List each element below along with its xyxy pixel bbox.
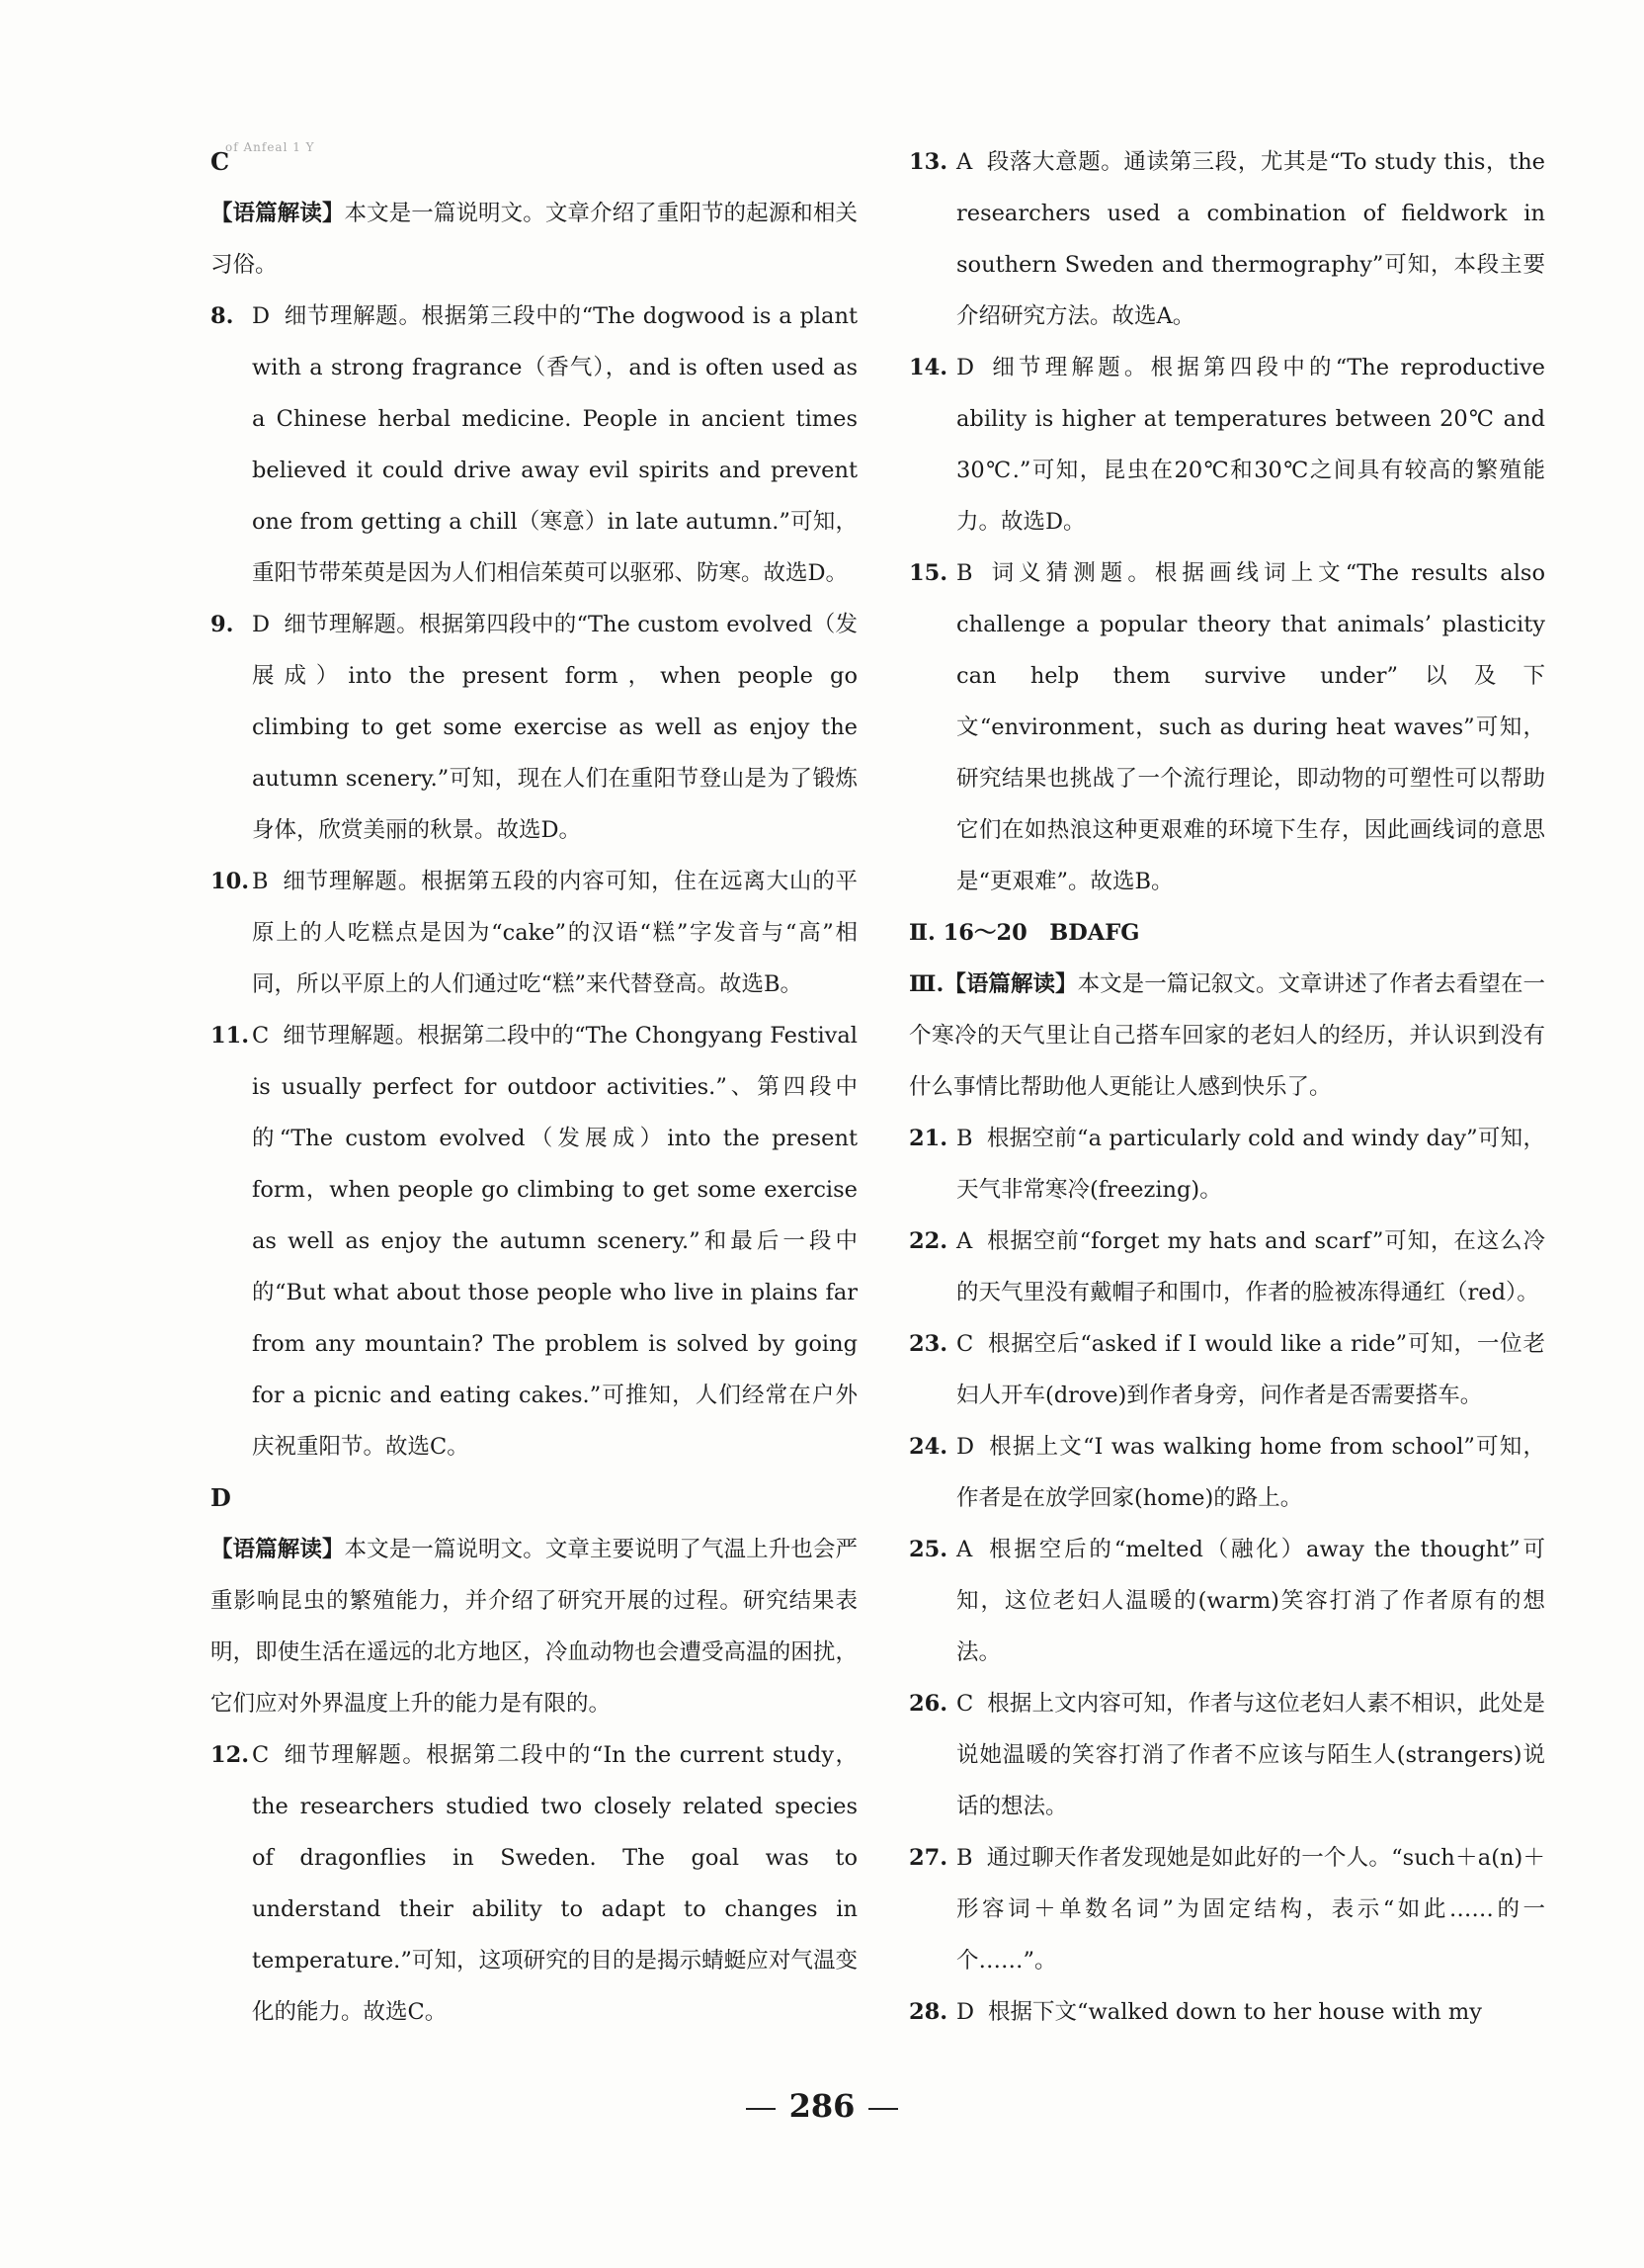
answer-item [909, 136, 1545, 342]
section-ii-answers: Ⅱ. 16～20 BDAFG [909, 920, 1140, 946]
intro-text: 本文是一篇说明文。文章主要说明了气温上升也会严重影响昆虫的繁殖能力，并介绍了研究开展的过程。研究结果表明，即使生活在遥远的北方地区，冷血动物也会遭受高温的困扰，它们应对外界温度上升的能力是有限的。 [210, 1537, 858, 1717]
intro-paragraph-d [210, 1524, 858, 1729]
answer-letter: D [956, 1999, 975, 2025]
question-number: 9. [210, 612, 234, 637]
answer-letter: C [252, 1742, 270, 1768]
intro-text: 本文是一篇说明文。文章介绍了重阳节的起源和相关习俗。 [210, 201, 858, 278]
explanation-text: 根据空前“forget my hats and scarf”可知，在这么冷的天气里没有戴帽子和围巾，作者的脸被冻得通红（red）。 [956, 1228, 1545, 1305]
answer-item [909, 547, 1545, 907]
answer-item [909, 1678, 1545, 1832]
answer-letter: B [956, 1126, 973, 1151]
answer-letter: B [252, 869, 269, 894]
question-number: 10. [210, 869, 250, 894]
answer-item [210, 599, 858, 856]
intro-paragraph-iii [909, 959, 1545, 1113]
answer-item [210, 291, 858, 599]
answer-letter: C [956, 1331, 974, 1357]
folio-dash-right [868, 2108, 898, 2110]
intro-text: 本文是一篇记叙文。文章讲述了作者去看望在一个寒冷的天气里让自己搭车回家的老妇人的经历，并认识到没有什么事情比帮助他人更能让人感到快乐了。 [909, 971, 1545, 1100]
question-number: 21. [909, 1126, 948, 1151]
explanation-text: 词义猜测题。根据画线词上文“The results also challenge a popular theory that animals’ plasticity can help them survive under”以及下文“environment，such as during heat waves”可知，研究结果也挑战了一个流行理论，即动物的可塑性可以帮助它们在如热浪这种更艰难的环境下生存，因此画线词的意思是“更艰难”。故选B。 [956, 560, 1545, 894]
faint-mark: of Anfeal 1 Y [225, 140, 315, 154]
intro-label: 【语篇解读】 [210, 1537, 345, 1562]
explanation-text: 根据上文内容可知，作者与这位老妇人素不相识，此处是说她温暖的笑容打消了作者不应该与陌生人(strangers)说话的想法。 [956, 1691, 1545, 1819]
answer-item [909, 1832, 1545, 1986]
answer-letter: A [956, 1228, 973, 1254]
question-number: 23. [909, 1331, 948, 1357]
question-number: 27. [909, 1845, 948, 1871]
answer-letter: D [956, 355, 975, 380]
question-number: 22. [909, 1228, 948, 1254]
answer-item [909, 1524, 1545, 1678]
question-number: 15. [909, 560, 948, 586]
answer-item [909, 1318, 1545, 1421]
folio-dash-left [746, 2108, 776, 2110]
explanation-text: 细节理解题。根据第二段中的“In the current study，the researchers studied two closely related species of dragonflies in Sweden. The goal was to understand their ability to adapt to changes in temperature.”可知，这项研究的目的是揭示蜻蜓应对气温变化的能力。故选C。 [252, 1742, 858, 2025]
explanation-text: 细节理解题。根据第三段中的“The dogwood is a plant with a strong fragrance（香气），and is often used as a Chinese herbal medicine. People in ancient times believed it could drive away evil spirits and prevent one from getting a chill（寒意）in late autumn.”可知，重阳节带茱萸是因为人们相信茱萸可以驱邪、防寒。故选D。 [252, 303, 858, 586]
intro-label: Ⅲ.【语篇解读】 [909, 971, 1078, 997]
answer-item [909, 342, 1545, 547]
answer-item [909, 1113, 1545, 1216]
question-number: 24. [909, 1434, 948, 1460]
left-column [210, 136, 858, 2038]
answer-item [909, 1216, 1545, 1318]
answer-item [210, 1010, 858, 1472]
explanation-text: 根据上文“I was walking home from school”可知，作者是在放学回家(home)的路上。 [956, 1434, 1545, 1511]
answer-letter: A [956, 149, 973, 175]
answer-letter: A [956, 1537, 973, 1562]
explanation-text: 细节理解题。根据第四段中的“The custom evolved（发展成）into the present form，when people go climbing to get some exercise as well as enjoy the autumn scenery.”可知，现在人们在重阳节登山是为了锻炼身体，欣赏美丽的秋景。故选D。 [252, 612, 858, 843]
answer-letter: B [956, 1845, 973, 1871]
question-number: 11. [210, 1023, 250, 1049]
answer-item [210, 856, 858, 1010]
answer-item [210, 1729, 858, 2038]
explanation-text: 根据空后的“melted（融化）away the thought”可知，这位老妇人温暖的(warm)笑容打消了作者原有的想法。 [956, 1537, 1545, 1665]
question-number: 25. [909, 1537, 948, 1562]
answer-letter: D [956, 1434, 975, 1460]
explanation-text: 根据空后“asked if I would like a ride”可知，一位老妇人开车(drove)到作者身旁，问作者是否需要搭车。 [956, 1331, 1545, 1408]
right-column [909, 136, 1545, 2038]
answer-letter: C [252, 1023, 270, 1049]
explanation-text: 根据下文“walked down to her house with my [988, 1999, 1482, 2025]
answer-letter: D [252, 303, 271, 329]
explanation-text: 段落大意题。通读第三段，尤其是“To study this，the researchers used a combination of fieldwork in southern Sweden and thermography”可知，本段主要介绍研究方法。故选A。 [956, 149, 1545, 329]
section-heading-c: C [210, 147, 230, 176]
question-number: 26. [909, 1691, 948, 1717]
intro-paragraph-c [210, 188, 858, 291]
answer-letter: B [956, 560, 973, 586]
intro-label: 【语篇解读】 [210, 201, 345, 226]
answer-item [909, 1421, 1545, 1524]
question-number: 14. [909, 355, 948, 380]
answer-letter: C [956, 1691, 974, 1717]
explanation-text: 细节理解题。根据第四段中的“The reproductive ability is higher at temperatures between 20℃ and 30℃.”可知，昆虫在20℃和30℃之间具有较高的繁殖能力。故选D。 [956, 355, 1545, 535]
explanation-text: 通过聊天作者发现她是如此好的一个人。“such＋a(n)＋形容词＋单数名词”为固定结构，表示“如此……的一个……”。 [956, 1845, 1545, 1974]
explanation-text: 细节理解题。根据第二段中的“The Chongyang Festival is usually perfect for outdoor activities.”、第四段中的“The custom evolved（发展成）into the present form，when people go climbing to get some exercise as well as enjoy the autumn scenery.”和最后一段中的“But what about those people who live in plains far from any mountain? The problem is solved by going for a picnic and eating cakes.”可推知，人们经常在户外庆祝重阳节。故选C。 [252, 1023, 858, 1460]
question-number: 8. [210, 303, 234, 329]
answer-letter: D [252, 612, 271, 637]
answer-item [909, 1986, 1545, 2038]
page-number-text: 286 [788, 2087, 856, 2125]
section-heading-d: D [210, 1483, 231, 1512]
question-number: 28. [909, 1999, 948, 2025]
explanation-text: 细节理解题。根据第五段的内容可知，住在远离大山的平原上的人吃糕点是因为“cake”的汉语“糕”字发音与“高”相同，所以平原上的人们通过吃“糕”来代替登高。故选B。 [252, 869, 858, 997]
page-number [0, 2087, 1644, 2125]
question-number: 13. [909, 149, 948, 175]
question-number: 12. [210, 1742, 250, 1768]
explanation-text: 根据空前“a particularly cold and windy day”可知，天气非常寒冷(freezing)。 [956, 1126, 1545, 1203]
